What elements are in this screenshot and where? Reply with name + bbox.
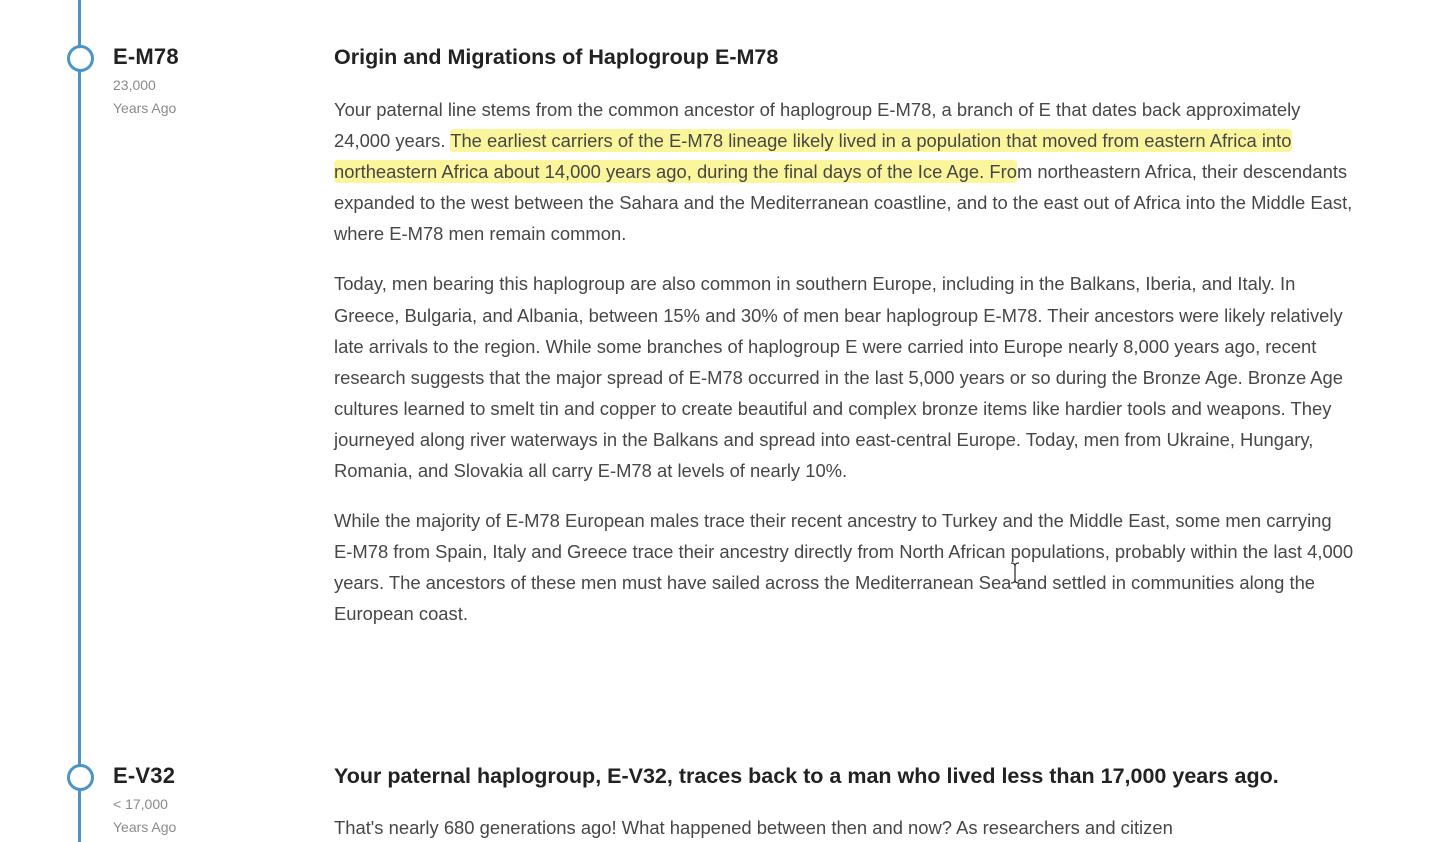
section-title: Origin and Migrations of Haplogroup E-M78 xyxy=(334,45,779,69)
section-title: Your paternal haplogroup, E-V32, traces back to a man who lived less than 17,000 years ago. xyxy=(334,764,1279,788)
section-paragraph[interactable] xyxy=(334,94,1354,249)
paragraph-text: Your paternal line stems from the common ancestor of haplogroup E-M78, a branch of E that dates back approximately 24,000 years. xyxy=(334,99,1301,152)
text-cursor-icon xyxy=(1009,562,1021,584)
age-value: < 17,000 xyxy=(113,796,168,812)
timeline-node-icon xyxy=(67,45,94,72)
timeline-entry-content-e-v32 xyxy=(334,761,1354,842)
highlighted-text: The earliest carriers of the E-M78 lineage likely lived in a population that moved from eastern Africa into northeastern Africa about 14,000 years ago, during the final days of the Ice Age. Fro xyxy=(334,130,1292,183)
haplogroup-name: E-V32 xyxy=(113,763,176,788)
section-paragraph[interactable]: While the majority of E-M78 European males trace their recent ancestry to Turkey and the Middle East, some men carrying E-M78 from Spain, Italy and Greece trace their ancestry directly from North African populations, probably within the last 4,000 years. The ancestors of these men must have sailed across the Mediterranean Sea and settled in communities along the European coast. xyxy=(334,510,1354,625)
timeline-entry-content-e-m78 xyxy=(334,42,1354,649)
section-paragraph[interactable]: Today, men bearing this haplogroup are also common in southern Europe, including in the Balkans, Iberia, and Italy. In Greece, Bulgaria, and Albania, between 15% and 30% of men bear haplogroup E-M78. Their ancestors were likely relatively late arrivals to the region. While some branches of haplogroup E were carried into Europe nearly 8,000 years ago, recent research suggests that the major spread of E-M78 occurred in the last 5,000 years or so during the Bronze Age. Bronze Age cultures learned to smelt tin and copper to create beautiful and complex bronze items like hardier tools and weapons. They journeyed along river waterways in the Balkans and spread into east-central Europe. Today, men from Ukraine, Hungary, Romania, and Slovakia all carry E-M78 at levels of nearly 10%. xyxy=(334,273,1343,482)
age-unit: Years Ago xyxy=(113,819,177,835)
timeline-entry-label-e-v32 xyxy=(113,761,176,839)
haplogroup-name: E-M78 xyxy=(113,44,179,69)
age-unit: Years Ago xyxy=(113,100,177,116)
timeline-entry-label-e-m78 xyxy=(113,42,179,120)
section-paragraph[interactable]: That's nearly 680 generations ago! What happened between then and now? As researchers and citizen xyxy=(334,817,1173,838)
timeline-line xyxy=(78,0,81,842)
timeline-node-icon xyxy=(67,764,94,791)
paragraph-text: m northeastern Africa, their descendants expanded to the west between the Sahara and the Mediterranean coastline, and to the east out of Africa into the Middle East, where E-M78 men remain common. xyxy=(334,161,1353,245)
age-value: 23,000 xyxy=(113,77,156,93)
